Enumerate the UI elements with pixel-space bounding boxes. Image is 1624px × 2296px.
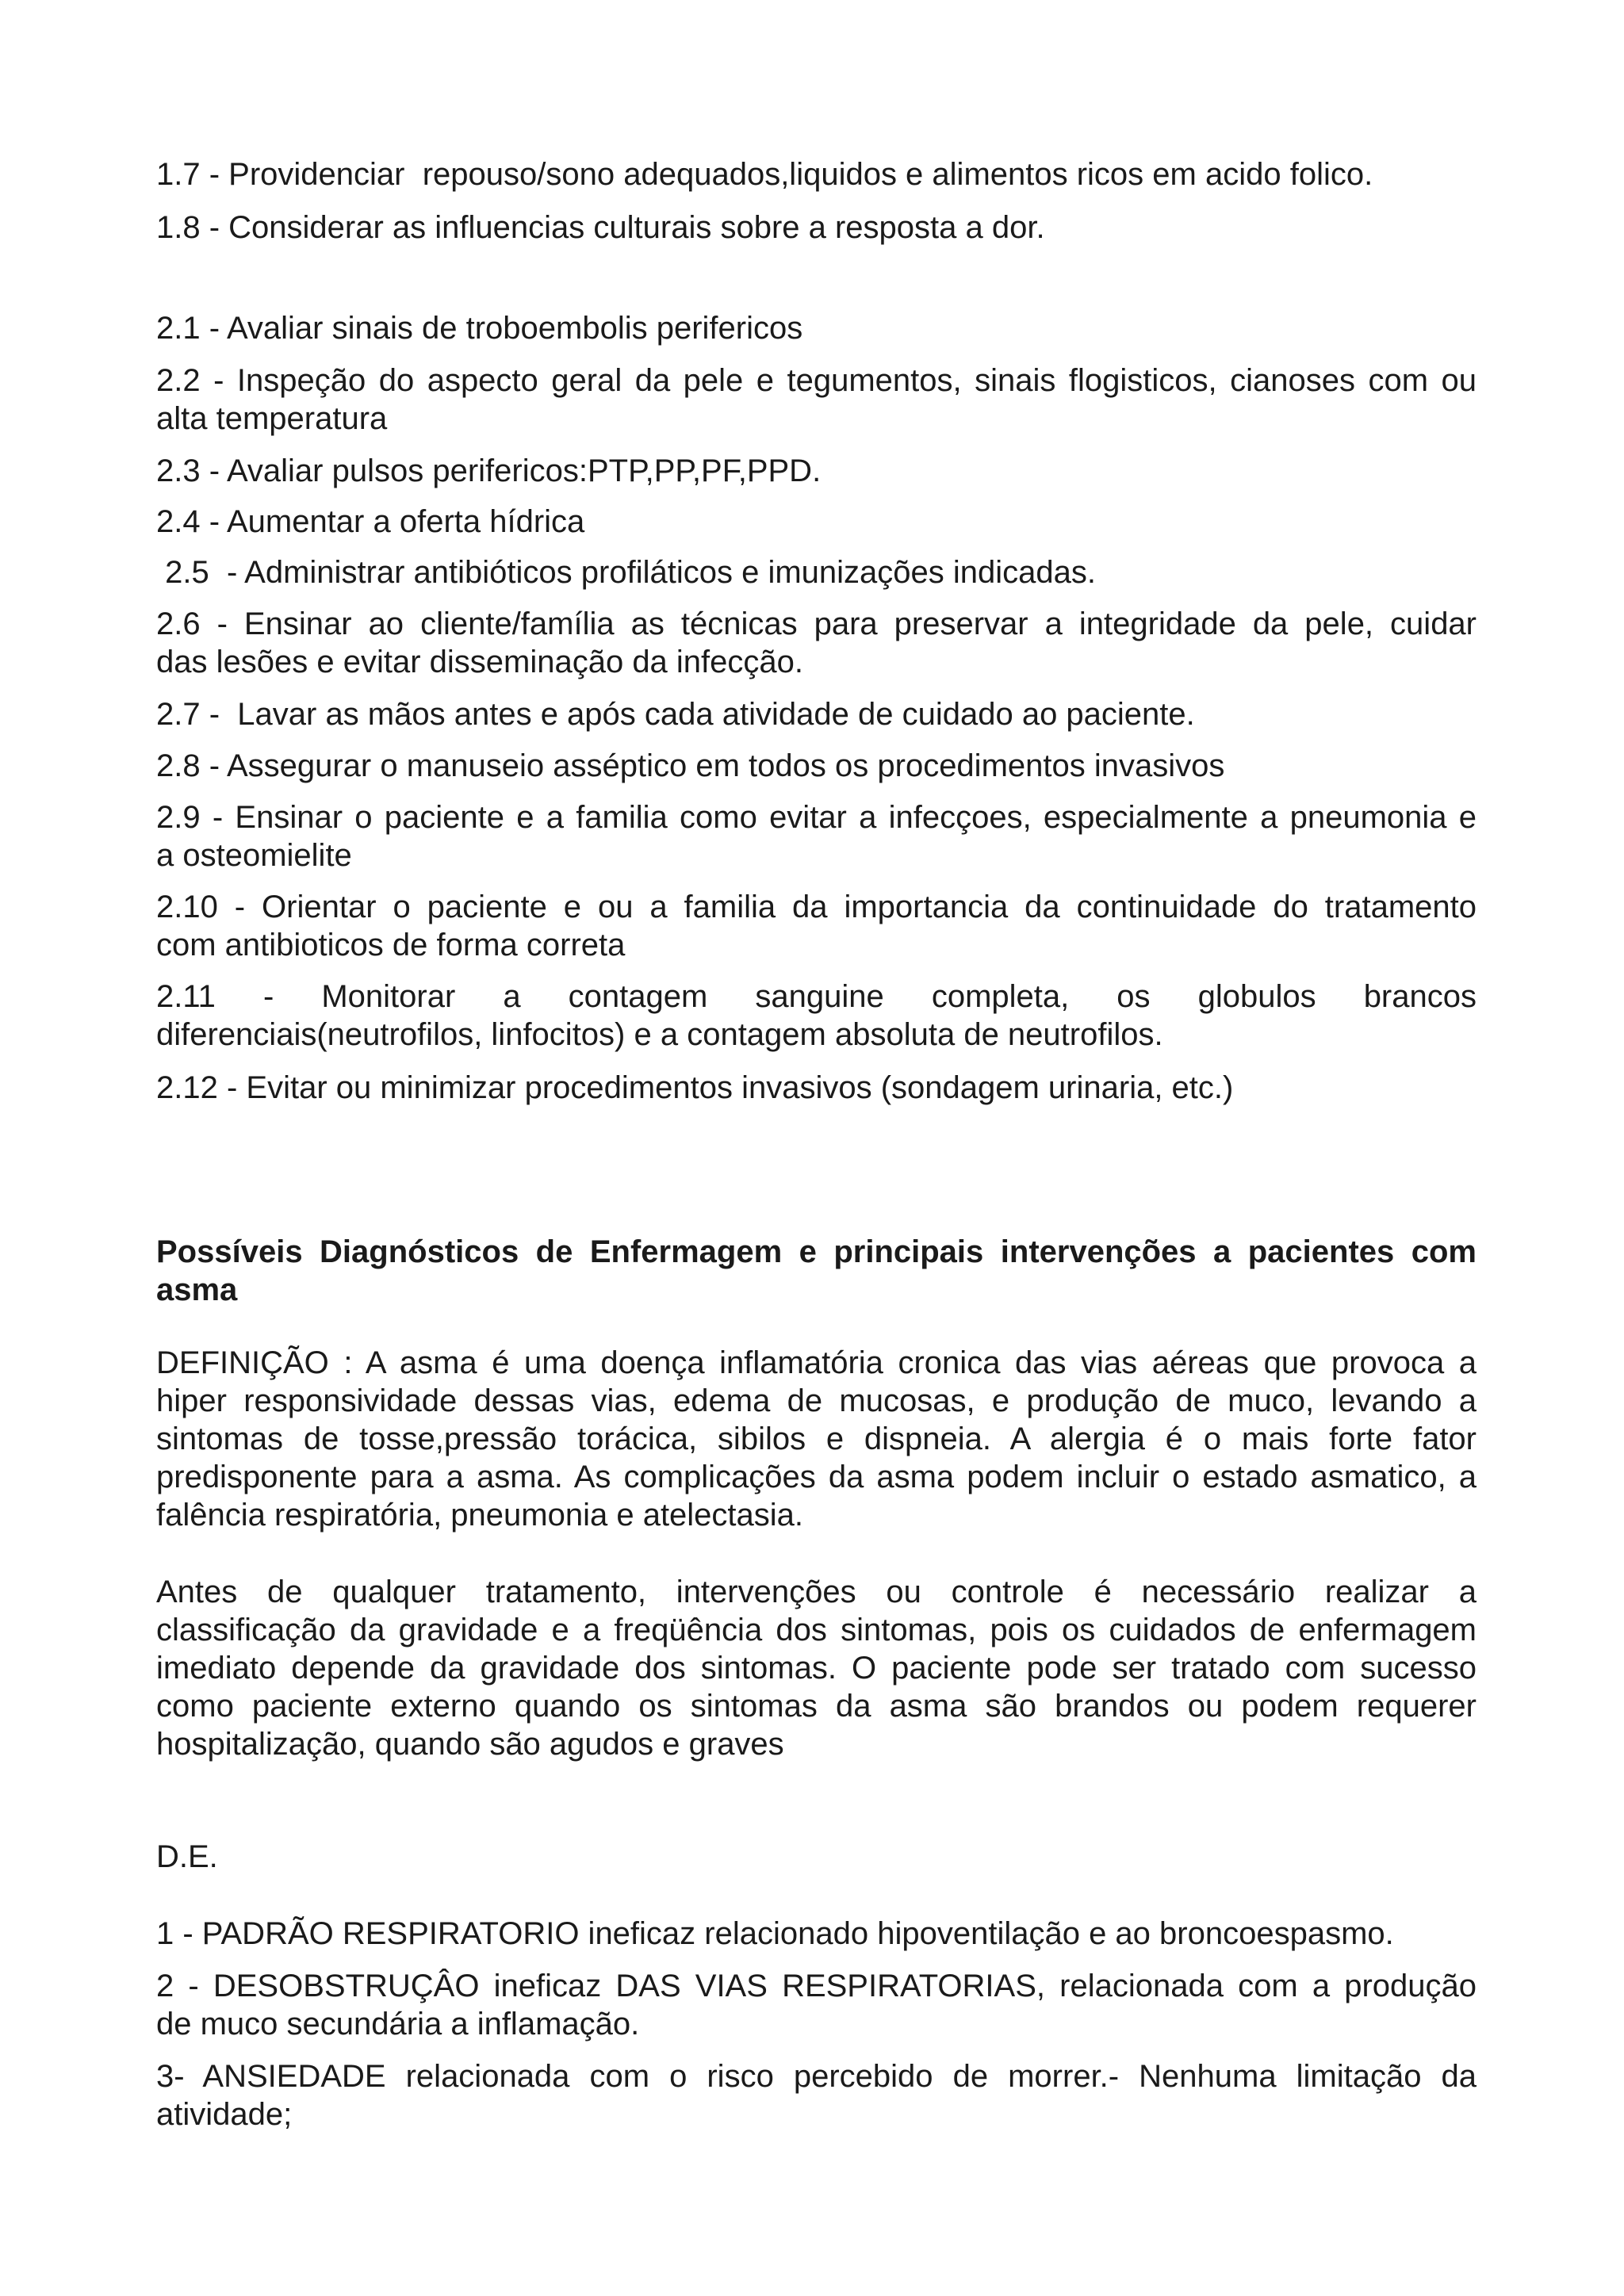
- treatment-line-3: imediato depende da gravidade dos sintomas. O paciente pode ser tratado com sucesso: [156, 1651, 1477, 1686]
- item-2-4: 2.4 - Aumentar a oferta hídrica: [156, 504, 585, 539]
- item-2-5: 2.5 - Administrar antibióticos profiláticos e imunizações indicadas.: [156, 555, 1096, 590]
- diagnosis-3-line-2: atividade;: [156, 2097, 293, 2132]
- item-2-1: 2.1 - Avaliar sinais de troboembolis perifericos: [156, 311, 803, 346]
- de-label: D.E.: [156, 1839, 218, 1874]
- item-2-2-line-2: alta temperatura: [156, 401, 388, 436]
- item-2-10-line-2: com antibioticos de forma correta: [156, 928, 626, 962]
- item-2-11-line-2: diferenciais(neutrofilos, linfocitos) e a contagem absoluta de neutrofilos.: [156, 1017, 1163, 1052]
- diagnosis-3-line-1: 3- ANSIEDADE relacionada com o risco percebido de morrer.- Nenhuma limitação da: [156, 2059, 1477, 2094]
- item-2-6-line-1: 2.6 - Ensinar ao cliente/família as técnicas para preservar a integridade da pele, cuidar: [156, 607, 1477, 641]
- diagnosis-2-line-2: de muco secundária a inflamação.: [156, 2007, 640, 2042]
- item-2-9-line-1: 2.9 - Ensinar o paciente e a familia como evitar a infecçoes, especialmente a pneumonia e: [156, 800, 1477, 835]
- item-1-8: 1.8 - Considerar as influencias culturais sobre a resposta a dor.: [156, 210, 1045, 245]
- item-2-2-line-1: 2.2 - Inspeção do aspecto geral da pele e tegumentos, sinais flogisticos, cianoses com ou: [156, 363, 1477, 398]
- item-2-10-line-1: 2.10 - Orientar o paciente e ou a familia da importancia da continuidade do tratamento: [156, 890, 1477, 924]
- diagnosis-2-line-1: 2 - DESOBSTRUÇÂO ineficaz DAS VIAS RESPIRATORIAS, relacionada com a produção: [156, 1969, 1477, 2003]
- item-2-3: 2.3 - Avaliar pulsos perifericos:PTP,PP,PF,PPD.: [156, 453, 822, 488]
- diagnosis-1: 1 - PADRÃO RESPIRATORIO ineficaz relacionado hipoventilação e ao broncoespasmo.: [156, 1916, 1394, 1951]
- definition-line-5: falência respiratória, pneumonia e atelectasia.: [156, 1498, 804, 1533]
- section-title-line-1: Possíveis Diagnósticos de Enfermagem e principais intervenções a pacientes com: [156, 1234, 1477, 1269]
- item-2-6-line-2: das lesões e evitar disseminação da infecção.: [156, 645, 804, 679]
- section-title-line-2: asma: [156, 1272, 238, 1307]
- item-2-11-line-1: 2.11 - Monitorar a contagem sanguine completa, os globulos brancos: [156, 979, 1477, 1014]
- definition-line-2: hiper responsividade dessas vias, edema de mucosas, e produção de muco, levando a: [156, 1383, 1477, 1418]
- treatment-line-1: Antes de qualquer tratamento, intervenções ou controle é necessário realizar a: [156, 1575, 1477, 1609]
- item-1-7: 1.7 - Providenciar repouso/sono adequados,liquidos e alimentos ricos em acido folico.: [156, 157, 1373, 192]
- item-2-7: 2.7 - Lavar as mãos antes e após cada atividade de cuidado ao paciente.: [156, 697, 1195, 732]
- item-2-12: 2.12 - Evitar ou minimizar procedimentos invasivos (sondagem urinaria, etc.): [156, 1070, 1234, 1105]
- definition-line-4: predisponente para a asma. As complicações da asma podem incluir o estado asmatico, a: [156, 1460, 1477, 1494]
- treatment-line-2: classificação da gravidade e a freqüência dos sintomas, pois os cuidados de enfermagem: [156, 1613, 1477, 1647]
- treatment-line-5: hospitalização, quando são agudos e graves: [156, 1727, 784, 1762]
- item-2-8: 2.8 - Assegurar o manuseio asséptico em todos os procedimentos invasivos: [156, 748, 1225, 783]
- treatment-line-4: como paciente externo quando os sintomas da asma são brandos ou podem requerer: [156, 1689, 1477, 1724]
- definition-line-3: sintomas de tosse,pressão torácica, sibilos e dispneia. A alergia é o mais forte fator: [156, 1422, 1477, 1456]
- definition-line-1: DEFINIÇÃO : A asma é uma doença inflamatória cronica das vias aéreas que provoca a: [156, 1345, 1477, 1380]
- item-2-9-line-2: a osteomielite: [156, 838, 352, 873]
